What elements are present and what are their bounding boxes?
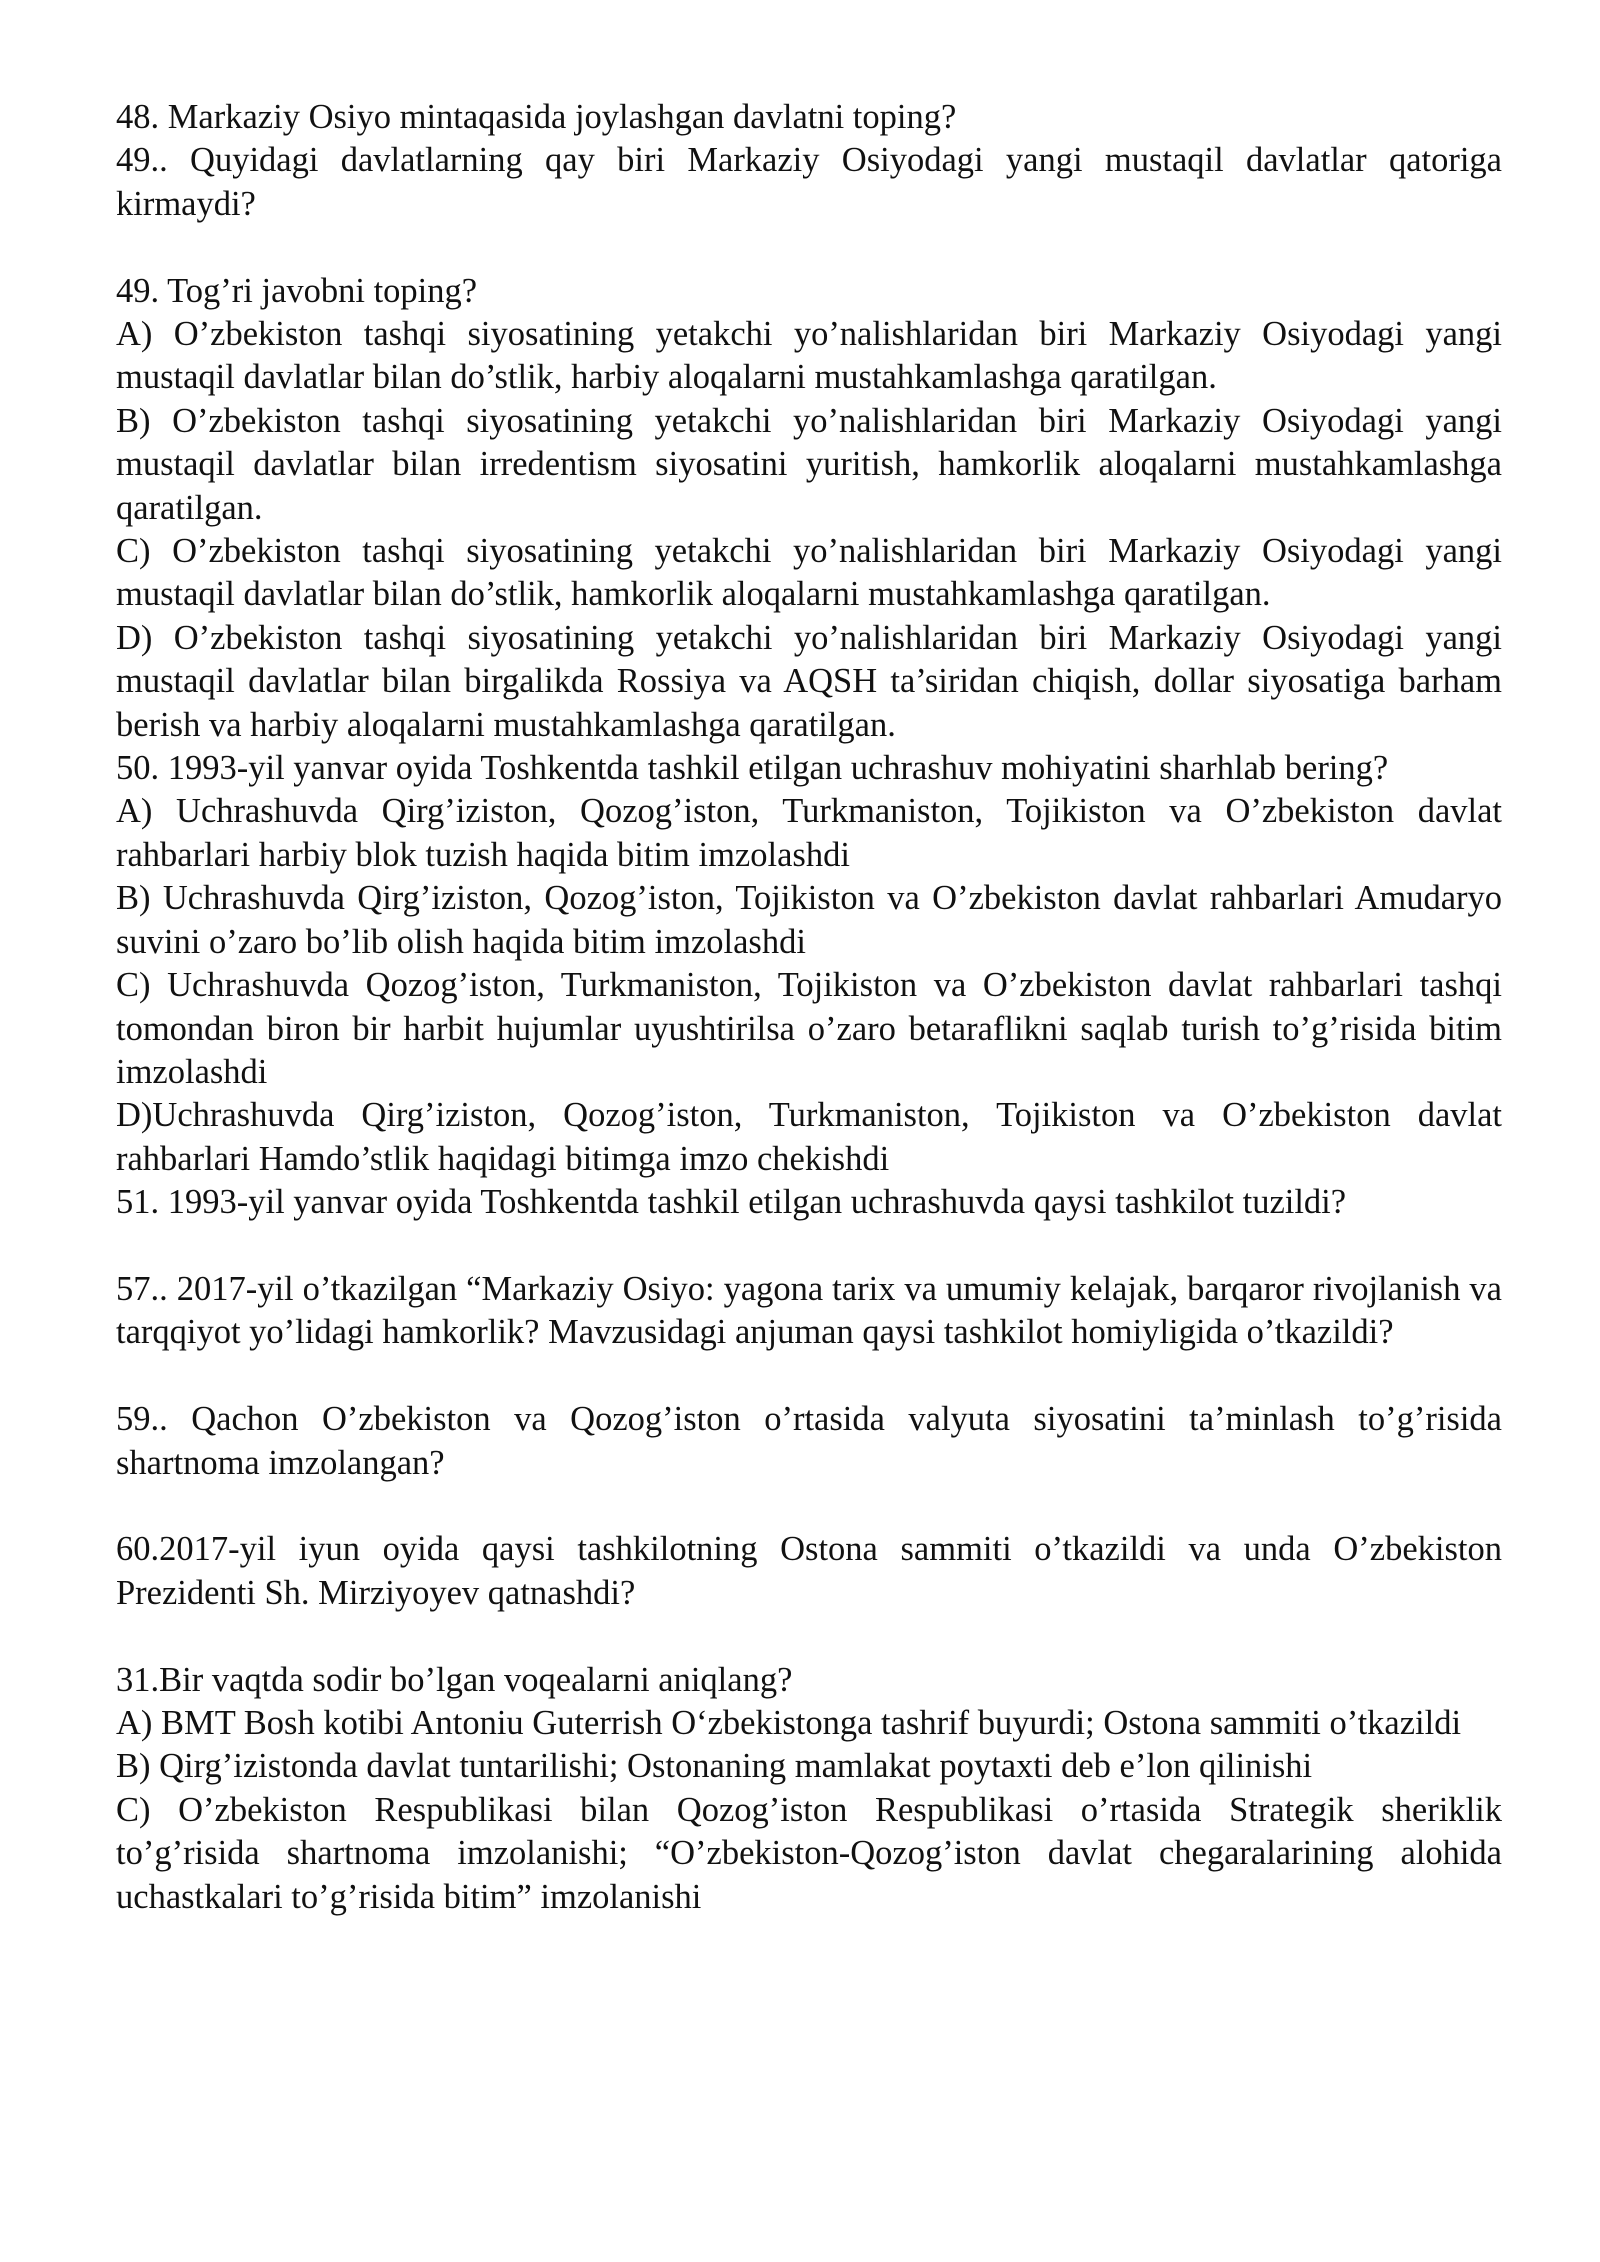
text-paragraph: 49.. Quyidagi davlatlarning qay biri Markaziy Osiyodagi yangi mustaqil davlatlar qatoriga kirmaydi? — [116, 141, 1502, 223]
text-paragraph: A) BMT Bosh kotibi Antoniu Guterrish O‘zbekistonga tashrif buyurdi; Ostona sammiti o’tkazildi — [116, 1703, 1462, 1742]
text-paragraph: 31.Bir vaqtda sodir bo’lgan voqealarni aniqlang? — [116, 1660, 793, 1699]
text-paragraph: 48. Markaziy Osiyo mintaqasida joylashgan davlatni toping? — [116, 98, 957, 136]
text-paragraph: B) O’zbekiston tashqi siyosatining yetakchi yo’nalishlaridan biri Markaziy Osiyodagi yangi mustaqil davlatlar bilan irredentism siyosatini yuritish, hamkorlik aloqalarni mustahkamlashga qaratilgan. — [116, 401, 1502, 527]
text-paragraph: 60.2017-yil iyun oyida qaysi tashkilotning Ostona sammiti o’tkazildi va unda O’zbekiston Prezidenti Sh. Mirziyoyev qatnashdi? — [116, 1530, 1502, 1612]
blank-line — [116, 226, 1502, 269]
text-paragraph: A) Uchrashuvda Qirg’iziston, Qozog’iston, Turkmaniston, Tojikiston va O’zbekiston davlat rahbarlari harbiy blok tuzish haqida bitim imzolashdi — [116, 792, 1502, 874]
text-paragraph: A) O’zbekiston tashqi siyosatining yetakchi yo’nalishlaridan biri Markaziy Osiyodagi yangi mustaqil davlatlar bilan do’stlik, harbiy aloqalarni mustahkamlashga qaratilgan. — [116, 315, 1502, 397]
text-paragraph: C) Uchrashuvda Qozog’iston, Turkmaniston, Tojikiston va O’zbekiston davlat rahbarlari tashqi tomondan biron bir harbit hujumlar uyushtirilsa o’zaro betaraflikni saqlab turish to’g’risida bitim imzolashdi — [116, 966, 1502, 1091]
text-paragraph: D) O’zbekiston tashqi siyosatining yetakchi yo’nalishlaridan biri Markaziy Osiyodagi yangi mustaqil davlatlar bilan birgalikda Rossiya va AQSH ta’siridan chiqish, dollar siyosatiga barham berish va harbiy aloqalarni mustahkamlashga qaratilgan. — [116, 618, 1502, 744]
blank-line — [116, 1485, 1502, 1528]
text-paragraph: B) Qirg’izistonda davlat tuntarilishi; Ostonaning mamlakat poytaxti deb e’lon qilinishi — [116, 1747, 1313, 1786]
text-paragraph: B) Uchrashuvda Qirg’iziston, Qozog’iston, Tojikiston va O’zbekiston davlat rahbarlari Amudaryo suvini o’zaro bo’lib olish haqida bitim imzolashdi — [116, 879, 1502, 961]
text-paragraph: D)Uchrashuvda Qirg’iziston, Qozog’iston, Turkmaniston, Tojikiston va O’zbekiston davlat rahbarlari Hamdo’stlik haqidagi bitimga imzo chekishdi — [116, 1096, 1502, 1178]
text-paragraph: 49. Tog’ri javobni toping? — [116, 271, 478, 310]
blank-line — [116, 1225, 1502, 1268]
text-paragraph: C) O’zbekiston tashqi siyosatining yetakchi yo’nalishlaridan biri Markaziy Osiyodagi yangi mustaqil davlatlar bilan do’stlik, hamkorlik aloqalarni mustahkamlashga qaratilgan. — [116, 532, 1502, 614]
text-paragraph: 57.. 2017-yil o’tkazilgan “Markaziy Osiyo: yagona tarix va umumiy kelajak, barqaror rivojlanish va tarqqiyot yo’lidagi hamkorlik? Mavzusidagi anjuman qaysi tashkilot homiyligida o’tkazildi? — [116, 1269, 1502, 1352]
blank-line — [116, 1355, 1502, 1398]
text-paragraph: 50. 1993-yil yanvar oyida Toshkentda tashkil etilgan uchrashuv mohiyatini sharhlab bering? — [116, 749, 1389, 788]
text-paragraph: 59.. Qachon O’zbekiston va Qozog’iston o’rtasida valyuta siyosatini ta’minlash to’g’risida shartnoma imzolangan? — [116, 1400, 1502, 1482]
blank-line — [116, 1615, 1502, 1658]
document-page — [116, 96, 1502, 1919]
text-paragraph: 51. 1993-yil yanvar oyida Toshkentda tashkil etilgan uchrashuvda qaysi tashkilot tuzildi? — [116, 1183, 1347, 1222]
text-paragraph: C) O’zbekiston Respublikasi bilan Qozog’iston Respublikasi o’rtasida Strategik sheriklik to’g’risida shartnoma imzolanishi; “O’zbekiston-Qozog’iston davlat chegaralarining alohida uchastkalari to’g’risida bitim” imzolanishi — [116, 1790, 1502, 1916]
